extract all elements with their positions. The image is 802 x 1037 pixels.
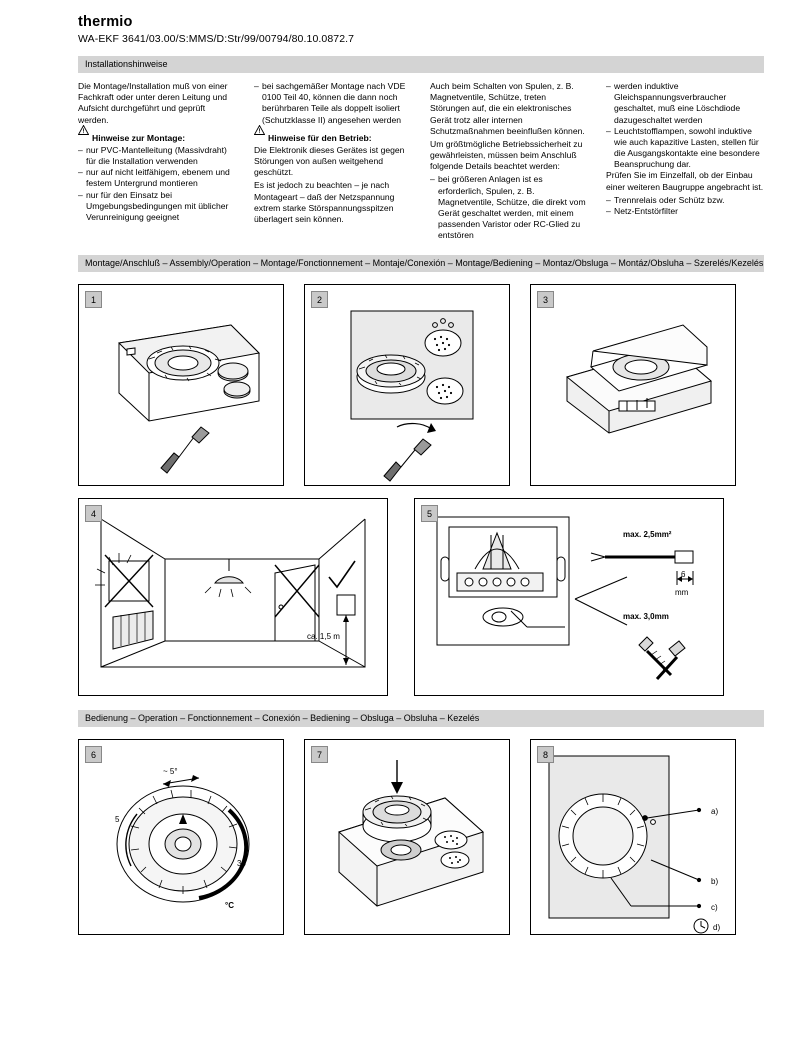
- figure-1-drawing: [79, 285, 283, 485]
- figure-8-callout-b: b): [711, 877, 719, 887]
- list-item: – nur PVC-Mantelleitung (Massivdraht) für die Installation verwenden: [78, 145, 236, 167]
- list-item: – Netz-Entstörfilter: [606, 206, 764, 217]
- figure-8: [530, 739, 736, 935]
- figure-6-tick-high: 30: [237, 859, 246, 869]
- figure-6: [78, 739, 284, 935]
- figure-6-drawing: [79, 740, 283, 934]
- figure-6-tick-low: 5: [115, 815, 120, 825]
- figure-5-strip-length: 6: [681, 570, 686, 580]
- column-4: [606, 81, 764, 241]
- figure-row-1: [78, 284, 764, 486]
- column-3: [430, 81, 588, 241]
- figure-5: [414, 498, 724, 696]
- figure-8-callout-d: d): [713, 923, 721, 933]
- figure-5-strip-unit: mm: [675, 588, 689, 598]
- figure-7-number: 7: [311, 746, 328, 763]
- install-notes-columns: [78, 81, 764, 241]
- figure-3-number: 3: [537, 291, 554, 308]
- column-2: [254, 81, 412, 241]
- list-item: – bei größeren Anlagen ist es erforderlich, Spulen, z. B. Magnetventile, Schütze, die direkt vom Gerät geschaltet werden, mit einem passenden Varistor oder RC-Glied zu entstören: [430, 174, 588, 241]
- figure-6-number: 6: [85, 746, 102, 763]
- col2-list: [254, 81, 412, 126]
- col4-list-top: [606, 81, 764, 170]
- figure-8-callout-c: c): [711, 903, 718, 913]
- list-item: – werden induktive Gleichspannungsverbraucher geschaltet, muß eine Löschdiode dazugeschaltet werden: [606, 81, 764, 126]
- figure-6-angle-label: ~ 5°: [163, 767, 178, 777]
- figure-3: [530, 284, 736, 486]
- figure-4-drawing: [79, 499, 387, 695]
- figure-2-drawing: [305, 285, 509, 485]
- column-1: [78, 81, 236, 241]
- figure-4-height-label: ca. 1,5 m: [307, 632, 340, 642]
- figure-5-wire-label: max. 2,5mm²: [623, 530, 672, 540]
- figure-8-callout-a: a): [711, 807, 719, 817]
- col2-para-1: Die Elektronik dieses Gerätes ist gegen Störungen von außen weitgehend geschützt.: [254, 144, 405, 178]
- list-item: – bei sachgemäßer Montage nach VDE 0100 Teil 40, können die dann noch berührbaren Teile als doppelt isoliert (Schutzklasse II) angesehen werden: [254, 81, 412, 126]
- list-item: – nur für den Einsatz bei Umgebungsbedingungen mit üblicher Verunreinigung geeignet: [78, 190, 236, 224]
- col1-intro: Die Montage/Installation muß von einer Fachkraft oder unter deren Leitung und Aufsicht durchgeführt und geprüft werden.: [78, 81, 228, 125]
- figure-7-drawing: [305, 740, 509, 934]
- col4-para: Prüfen Sie im Einzelfall, ob der Einbau einer weiteren Baugruppe angebracht ist.: [606, 170, 764, 192]
- col2-warning-title: Hinweise für den Betrieb:: [268, 132, 372, 143]
- figure-row-2: [78, 498, 764, 696]
- figure-1: [78, 284, 284, 486]
- figure-8-number: 8: [537, 746, 554, 763]
- figure-8-drawing: [531, 740, 735, 934]
- col2-para-2: Es ist jedoch zu beachten – je nach Montageart – daß der Netzspannung extrem starke Störspannungsspitzen überlagert sein können.: [254, 180, 395, 224]
- col2-warning-heading: [254, 133, 412, 144]
- list-item: – Trennrelais oder Schütz bzw.: [606, 195, 764, 206]
- col3-para-2: Um größtmögliche Betriebssicherheit zu gewährleisten, müssen beim Anschluß folgende Details beachtet werden:: [430, 138, 583, 172]
- col3-list: [430, 174, 588, 241]
- figure-row-3: [78, 739, 764, 935]
- figure-6-unit: °C: [225, 901, 234, 911]
- col4-list-bottom: [606, 195, 764, 217]
- warning-triangle-icon: [254, 134, 264, 143]
- figure-2: [304, 284, 510, 486]
- col1-list: [78, 145, 236, 223]
- figure-3-drawing: [531, 285, 735, 485]
- section-bar-install-notes: Installationshinweise: [78, 56, 764, 73]
- col1-warning-title: Hinweise zur Montage:: [92, 132, 186, 143]
- figure-1-number: 1: [85, 291, 102, 308]
- col3-para-1: Auch beim Schalten von Spulen, z. B. Magnetventile, Schütze, treten Störungen auf, die ein elektronisches Gerät trotz aller internen Schutzmaßnahmen beeinflußen können.: [430, 81, 585, 136]
- warning-triangle-icon: [78, 134, 88, 143]
- figure-4: [78, 498, 388, 696]
- list-item: – Leuchtstofflampen, sowohl induktive wie auch kapazitive Lasten, stellen für die Ausgangskontakte eine besondere Beanspruchung dar.: [606, 126, 764, 171]
- figure-5-screw-label: max. 3,0mm: [623, 612, 669, 622]
- list-item: – nur auf nicht leitfähigem, ebenem und festem Untergrund montieren: [78, 167, 236, 189]
- section-bar-operation: Bedienung – Operation – Fonctionnement – Conexión – Bediening – Obsluga – Obsluha – Kezelés: [78, 710, 764, 727]
- figure-7: [304, 739, 510, 935]
- figure-5-number: 5: [421, 505, 438, 522]
- col1-warning-heading: [78, 133, 236, 144]
- section-bar-assembly: Montage/Anschluß – Assembly/Operation – Montage/Fonctionnement – Montaje/Conexión – Montage/Bediening – Montaz/Obsluga – Montáz/Obsluha – Szerelés/Kezelés: [78, 255, 764, 272]
- figure-4-number: 4: [85, 505, 102, 522]
- figure-2-number: 2: [311, 291, 328, 308]
- page-title: thermio: [78, 14, 133, 30]
- figure-5-drawing: [415, 499, 723, 695]
- document-id: WA-EKF 3641/03.00/S:MMS/D:Str/99/00794/80.10.0872.7: [78, 33, 355, 45]
